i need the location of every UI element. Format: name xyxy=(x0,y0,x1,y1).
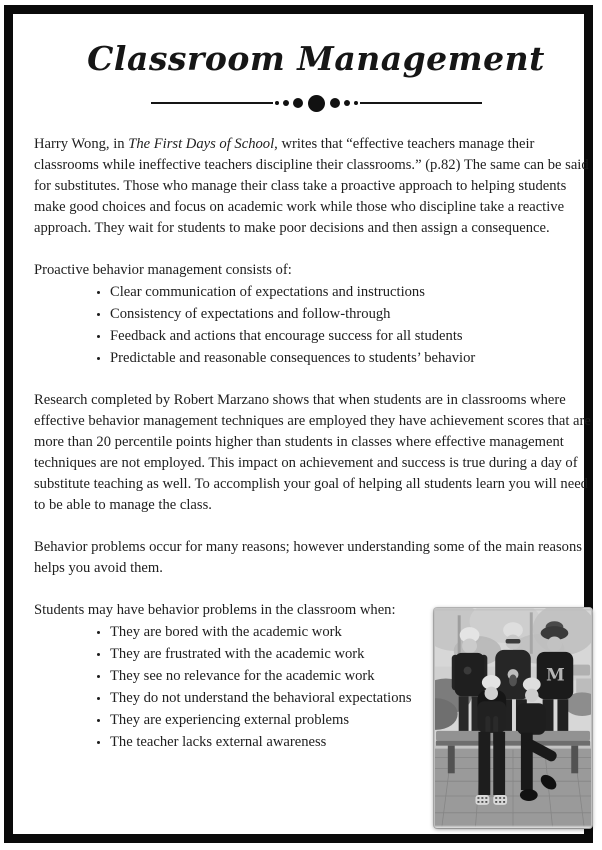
research-paragraph: Research completed by Robert Marzano shows that when students are in classrooms where effective behavior management techniques are employed they have achievement scores that are more than 20 percentile points higher than students in classes where effective management techniques are not employed. This impact on achievement and success is true during a day of substitute teaching as well. To accomplish your goal of helping all students learn you will need to be able to manage the class. xyxy=(34,392,591,513)
divider-dot xyxy=(293,98,303,108)
page-border-frame xyxy=(4,5,593,843)
intro-paragraph xyxy=(34,134,598,239)
intro-post: , writes that “effective teachers manage their classrooms while ineffective teachers discipline their classrooms.” (p.82) The same can be said for substitutes. Those who manage their class take a proactive approach to helping students make good choices and focus on academic work while those who discipline take a reactive approach. They wait for students to make poor decisions and then assign a consequence. xyxy=(34,136,589,236)
divider-rule-right xyxy=(360,102,482,104)
divider-dot xyxy=(283,100,289,106)
list-item: • The teacher lacks external awareness xyxy=(110,731,598,753)
intro-pre: Harry Wong, in xyxy=(34,136,129,152)
page-content xyxy=(34,27,598,753)
page-title: Classroom Management xyxy=(87,39,545,78)
list-item: • They are frustrated with the academic work xyxy=(110,643,598,665)
list-item: • They see no relevance for the academic work xyxy=(110,665,598,687)
list-item: • They are bored with the academic work xyxy=(110,621,598,643)
behavior-paragraph: Behavior problems occur for many reasons; however understanding some of the main reasons helps you avoid them. xyxy=(34,539,582,576)
divider-dot-center xyxy=(308,95,325,112)
reasons-heading: Students may have behavior problems in the classroom when: xyxy=(34,602,396,618)
title-divider xyxy=(34,94,598,112)
divider-dot xyxy=(330,98,340,108)
list-item: • Feedback and actions that encourage success for all students xyxy=(110,325,598,347)
list-item: • Consistency of expectations and follow-through xyxy=(110,303,598,325)
divider-rule-left xyxy=(151,102,273,104)
list-item: • Predictable and reasonable consequences to students’ behavior xyxy=(110,347,598,369)
divider-dot xyxy=(354,101,358,105)
list-item: • They are experiencing external problems xyxy=(110,709,598,731)
svg-text:M: M xyxy=(546,664,565,685)
list-item: • Clear communication of expectations and instructions xyxy=(110,281,598,303)
list-item: • They do not understand the behavioral expectations xyxy=(110,687,598,709)
divider-dot xyxy=(344,100,350,106)
reasons-list xyxy=(34,621,598,753)
document-body xyxy=(34,134,598,753)
divider-dot xyxy=(275,101,279,105)
proactive-heading: Proactive behavior management consists of: xyxy=(34,262,292,278)
proactive-list xyxy=(34,281,598,369)
book-title: The First Days of School xyxy=(128,136,275,152)
